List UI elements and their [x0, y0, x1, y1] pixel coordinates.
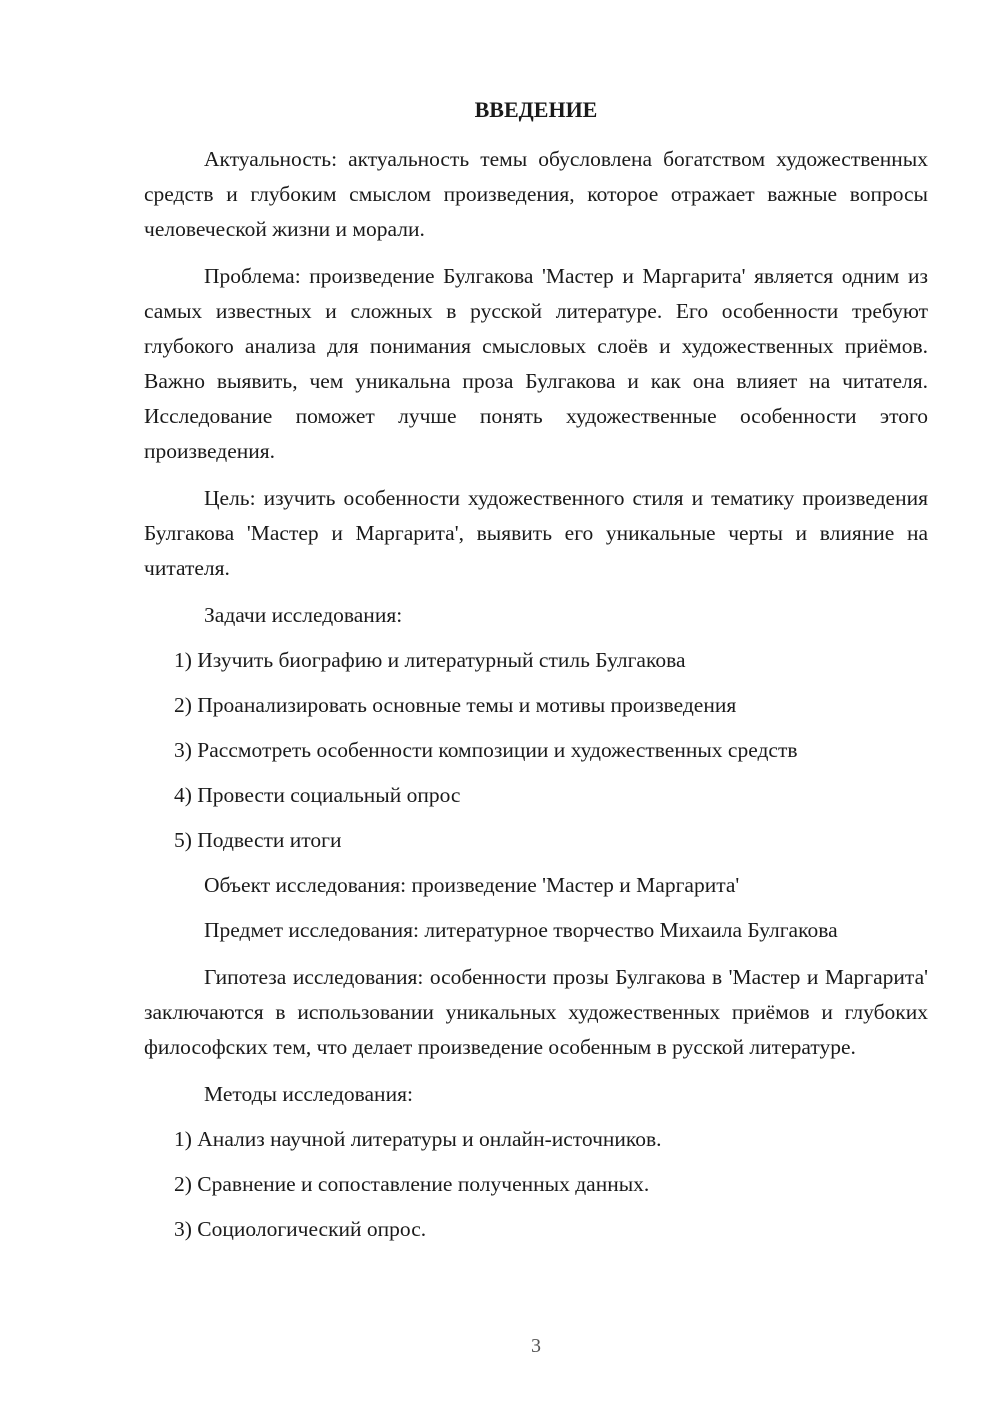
tasks-label: Задачи исследования: — [204, 603, 403, 627]
page-number: 3 — [531, 1335, 541, 1357]
relevance-paragraph: Актуальность: актуальность темы обусловлена богатством художественных средств и глубоким смыслом произведения, которое отражает важные вопросы человеческой жизни и морали. — [144, 147, 928, 241]
methods-label: Методы исследования: — [204, 1082, 413, 1106]
method-item: 2) Сравнение и сопоставление полученных данных. — [174, 1172, 650, 1196]
task-item: 3) Рассмотреть особенности композиции и художественных средств — [174, 738, 798, 762]
method-item: 1) Анализ научной литературы и онлайн-источников. — [174, 1127, 662, 1151]
problem-paragraph: Проблема: произведение Булгакова 'Мастер и Маргарита' является одним из самых известных и сложных в русской литературе. Его особенности требуют глубокого анализа для понимания смысловых слоёв и художественных приёмов. Важно выявить, чем уникальна проза Булгакова и как она влияет на читателя. Исследование поможет лучше понять художественные особенности этого произведения. — [144, 264, 928, 463]
object-paragraph: Объект исследования: произведение 'Мастер и Маргарита' — [204, 873, 740, 897]
task-item: 5) Подвести итоги — [174, 828, 342, 852]
subject-paragraph: Предмет исследования: литературное творчество Михаила Булгакова — [204, 918, 838, 942]
task-item: 2) Проанализировать основные темы и мотивы произведения — [174, 693, 737, 717]
task-item: 4) Провести социальный опрос — [174, 783, 461, 807]
task-item: 1) Изучить биографию и литературный стиль Булгакова — [174, 648, 686, 672]
body-content — [144, 142, 928, 1257]
methods-list — [144, 1122, 928, 1247]
method-item: 3) Социологический опрос. — [174, 1217, 427, 1241]
tasks-list — [144, 643, 928, 858]
section-heading: ВВЕДЕНИЕ — [474, 97, 598, 122]
hypothesis-paragraph: Гипотеза исследования: особенности прозы Булгакова в 'Мастер и Маргарита' заключаются в использовании уникальных художественных приёмов и глубоких философских тем, что делает произведение особенным в русской литературе. — [144, 965, 928, 1059]
goal-paragraph: Цель: изучить особенности художественного стиля и тематику произведения Булгакова 'Мастер и Маргарита', выявить его уникальные черты и влияние на читателя. — [144, 486, 928, 580]
